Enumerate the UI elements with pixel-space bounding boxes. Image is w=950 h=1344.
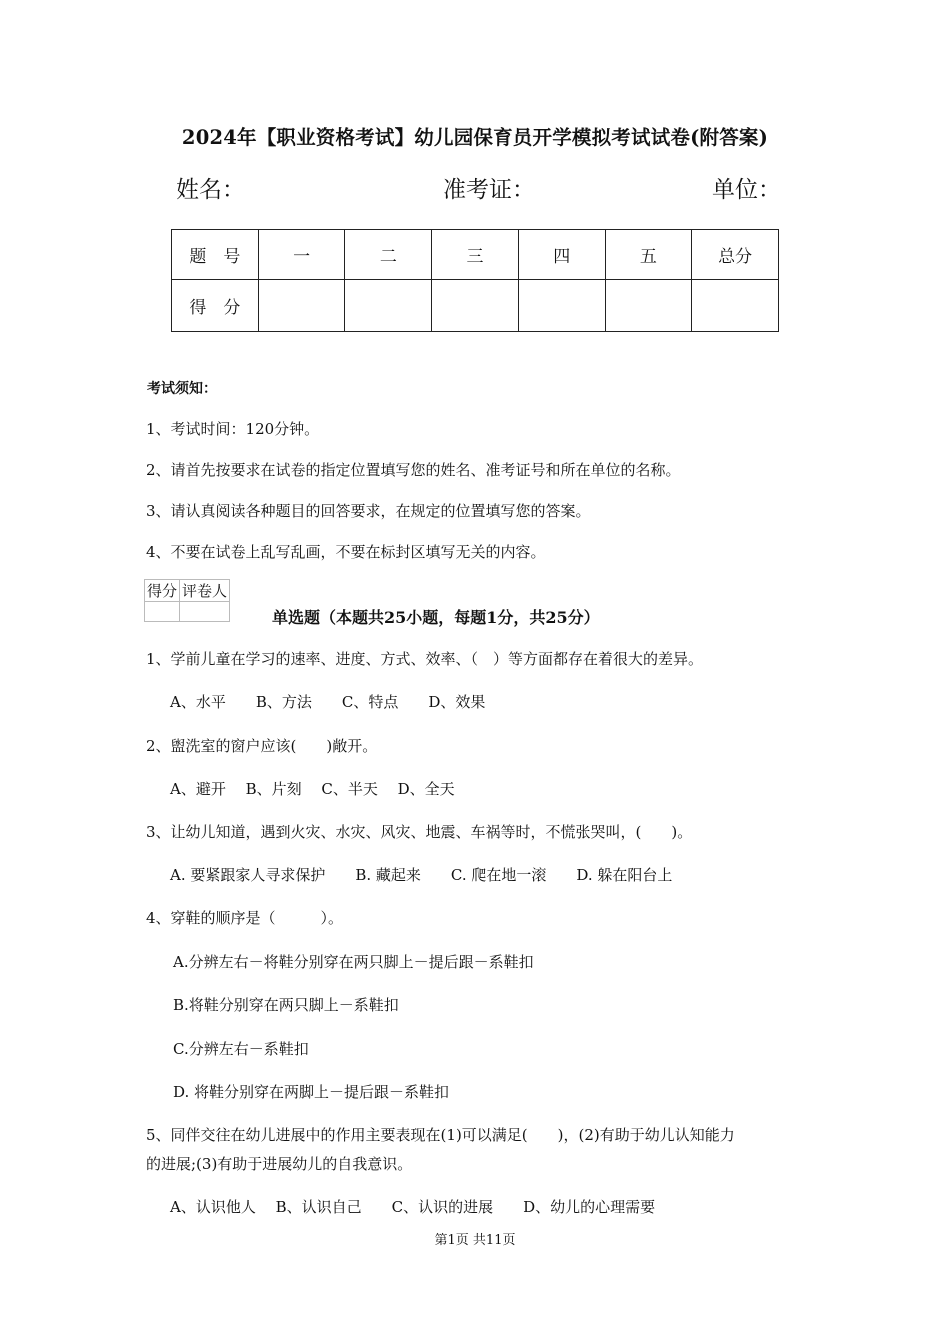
score-table-header-row bbox=[172, 230, 779, 280]
score-header-cell: 五 bbox=[605, 230, 692, 280]
grader-score-label: 得分 bbox=[145, 580, 180, 602]
question-options: A、避开 B、片刻 C、半天 D、全天 bbox=[170, 780, 455, 798]
score-input-cell[interactable] bbox=[518, 280, 605, 332]
score-table bbox=[171, 229, 779, 332]
unit-field-label: 单位： bbox=[712, 177, 781, 203]
score-input-cell[interactable] bbox=[432, 280, 519, 332]
score-header-cell: 三 bbox=[432, 230, 519, 280]
grader-reviewer-cell[interactable] bbox=[180, 602, 230, 622]
notice-title: 考试须知： bbox=[147, 381, 217, 397]
notice-item: 4、不要在试卷上乱写乱画，不要在标封区填写无关的内容。 bbox=[146, 543, 546, 561]
score-table-score-row bbox=[172, 280, 779, 332]
score-header-cell: 一 bbox=[258, 230, 345, 280]
question-options: A、认识他人 B、认识自己 C、认识的进展 D、幼儿的心理需要 bbox=[170, 1198, 656, 1216]
question-option: D. 将鞋分别穿在两脚上－提后跟－系鞋扣 bbox=[173, 1083, 450, 1101]
score-input-cell[interactable] bbox=[605, 280, 692, 332]
name-field-label: 姓名： bbox=[176, 177, 245, 203]
question-stem-continued: 的进展;(3)有助于进展幼儿的自我意识。 bbox=[146, 1155, 413, 1173]
score-header-cell: 题 号 bbox=[172, 230, 259, 280]
question-option: A.分辨左右－将鞋分别穿在两只脚上－提后跟－系鞋扣 bbox=[173, 953, 534, 971]
score-input-cell[interactable] bbox=[345, 280, 432, 332]
grader-score-cell[interactable] bbox=[145, 602, 180, 622]
page-title: 2024年【职业资格考试】幼儿园保育员开学模拟考试试卷(附答案) bbox=[181, 126, 769, 149]
grader-box bbox=[144, 579, 230, 622]
question-option: C.分辨左右－系鞋扣 bbox=[173, 1040, 309, 1058]
question-option: B.将鞋分别穿在两只脚上－系鞋扣 bbox=[173, 996, 399, 1014]
question-stem: 5、同伴交往在幼儿进展中的作用主要表现在(1)可以满足( )，(2)有助于幼儿认知能力 bbox=[146, 1126, 735, 1144]
score-input-cell[interactable] bbox=[692, 280, 779, 332]
question-options: A. 要紧跟家人寻求保护 B. 藏起来 C. 爬在地一滚 D. 躲在阳台上 bbox=[170, 866, 673, 884]
notice-item: 3、请认真阅读各种题目的回答要求，在规定的位置填写您的答案。 bbox=[146, 502, 591, 520]
score-header-cell: 二 bbox=[345, 230, 432, 280]
score-input-cell[interactable] bbox=[258, 280, 345, 332]
section-title: 单选题（本题共25小题，每题1分，共25分） bbox=[272, 608, 600, 627]
score-header-cell: 总分 bbox=[692, 230, 779, 280]
exam-id-field-label: 准考证： bbox=[443, 177, 535, 203]
score-header-cell: 四 bbox=[518, 230, 605, 280]
question-stem: 4、穿鞋的顺序是（ ）。 bbox=[146, 909, 344, 927]
notice-item: 2、请首先按要求在试卷的指定位置填写您的姓名、准考证号和所在单位的名称。 bbox=[146, 461, 681, 479]
notice-item: 1、考试时间：120分钟。 bbox=[146, 420, 320, 438]
grader-reviewer-label: 评卷人 bbox=[180, 580, 230, 602]
question-stem: 1、学前儿童在学习的速率、进度、方式、效率、（ ）等方面都存在着很大的差异。 bbox=[146, 650, 704, 668]
question-stem: 3、让幼儿知道，遇到火灾、水灾、风灾、地震、车祸等时，不慌张哭叫，( )。 bbox=[146, 823, 693, 841]
score-row-label: 得 分 bbox=[172, 280, 259, 332]
page-footer: 第1页 共11页 bbox=[434, 1233, 516, 1248]
question-options: A、水平 B、方法 C、特点 D、效果 bbox=[170, 693, 486, 711]
question-stem: 2、盥洗室的窗户应该( )敞开。 bbox=[146, 737, 378, 755]
